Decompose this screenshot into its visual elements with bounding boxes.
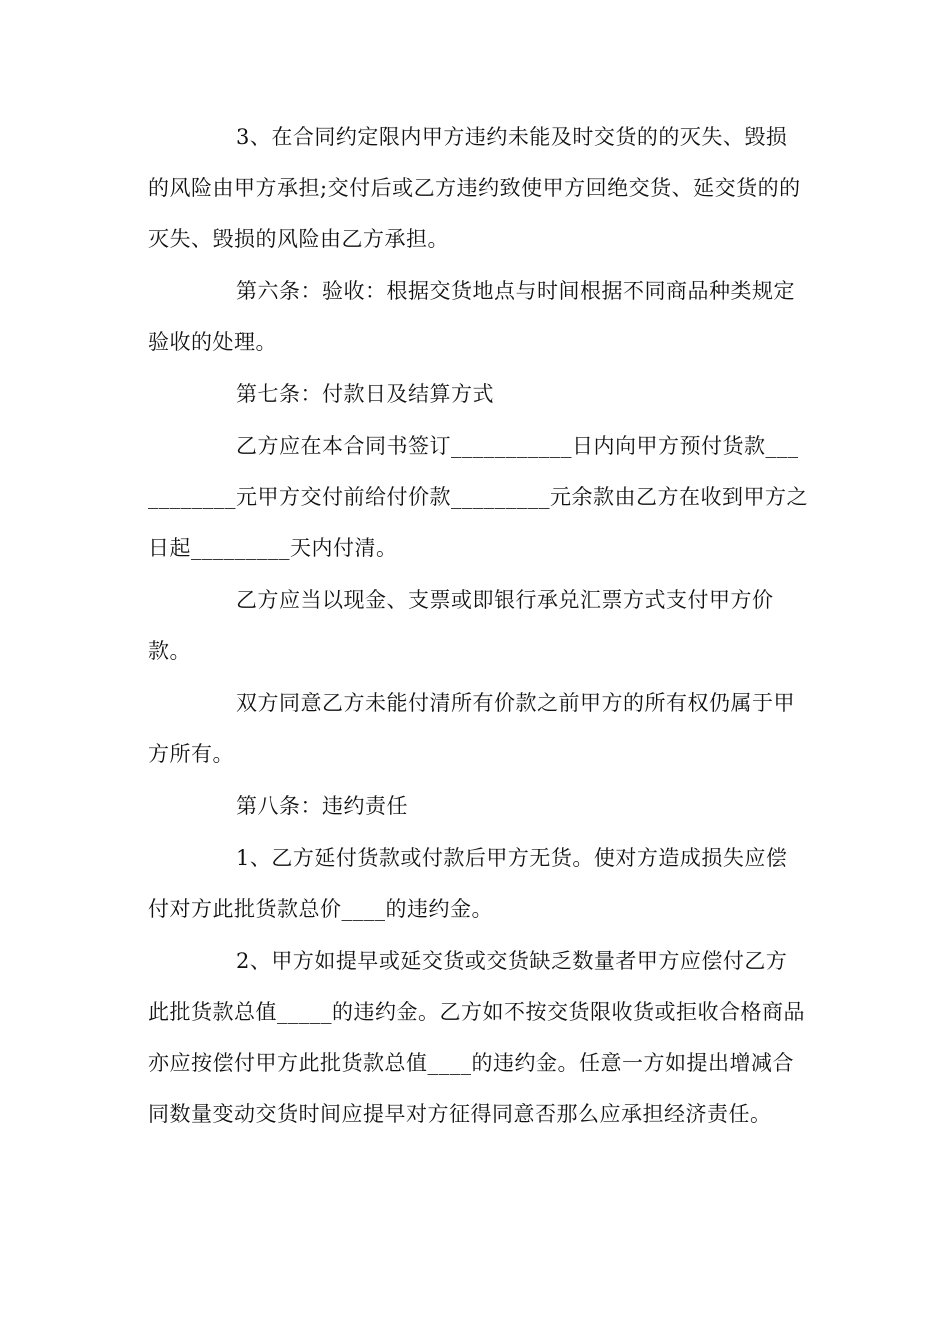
article-7-heading: 第七条：付款日及结算方式 xyxy=(236,382,494,406)
payment-terms: 乙方应在本合同书签订___________日内向甲方预付货款___________元甲方交付前给付价款_________元余款由乙方在收到甲方之日起_________天内付清。 xyxy=(148,434,808,560)
breach-clause-1: 1、乙方延付货款或付款后甲方无货。使对方造成损失应偿付对方此批货款总价____的违约金。 xyxy=(148,846,788,921)
article-8-heading: 第八条：违约责任 xyxy=(236,794,408,818)
breach-clause-2: 2、甲方如提早或延交货或交货缺乏数量者甲方应偿付乙方此批货款总值_____的违约金。乙方如不按交货限收货或拒收合格商品亦应按偿付甲方此批货款总值____的违约金。任意一方如提出增减合同数量变动交货时间应提早对方征得同意否那么应承担经济责任。 xyxy=(148,949,805,1126)
ownership-clause: 双方同意乙方未能付清所有价款之前甲方的所有权仍属于甲方所有。 xyxy=(148,691,795,766)
article-6-acceptance: 第六条：验收：根据交货地点与时间根据不同商品种类规定验收的处理。 xyxy=(148,279,795,354)
payment-method: 乙方应当以现金、支票或即银行承兑汇票方式支付甲方价款。 xyxy=(148,588,774,663)
document-body xyxy=(148,112,808,1140)
clause-3-risk: 3、在合同约定限内甲方违约未能及时交货的的灭失、毁损的风险由甲方承担;交付后或乙方违约致使甲方回绝交货、延交货的的灭失、毁损的风险由乙方承担。 xyxy=(148,125,801,251)
